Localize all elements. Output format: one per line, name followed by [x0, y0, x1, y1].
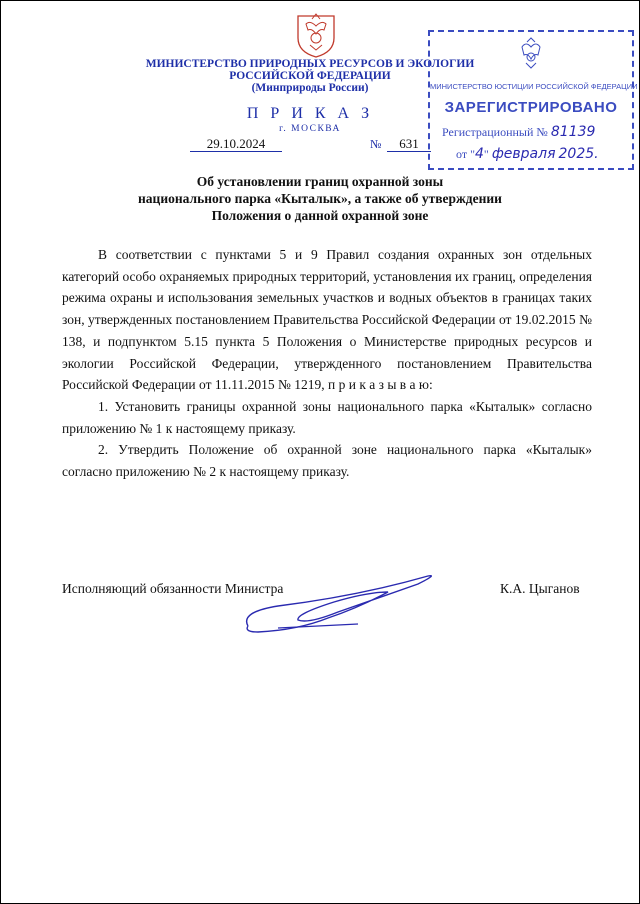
city: г. МОСКВА [279, 124, 341, 134]
ministry-short-name: (Минприроды России) [251, 82, 369, 94]
ministry-name-line1: МИНИСТЕРСТВО ПРИРОДНЫХ РЕСУРСОВ И ЭКОЛОГИИ [145, 58, 475, 70]
document-title [80, 173, 560, 224]
document-body [62, 244, 592, 483]
order-number: 631 [387, 136, 431, 152]
signatory-name: К.А. Цыганов [500, 581, 580, 596]
title-line3: Положения о данной охранной зоне [211, 208, 429, 223]
title-line2: национального парка «Кыталык», а также об утверждении [138, 191, 502, 206]
stamp-from-label: от [456, 147, 468, 161]
signatory-position: Исполняющий обязанности Министра [62, 581, 284, 596]
stamp-reg-line [442, 124, 595, 140]
stamp-month: февраля [491, 146, 556, 162]
handwritten-signature [238, 568, 438, 638]
stamp-ministry: МИНИСТЕРСТВО ЮСТИЦИИ РОССИЙСКОЙ ФЕДЕРАЦИИ [430, 82, 638, 91]
title-line1: Об установлении границ охранной зоны [196, 174, 444, 189]
preamble-paragraph: В соответствии с пунктами 5 и 9 Правил создания охранных зон отдельных категорий особо охраняемых природных территорий, установления их границ, определения режима охраны и использования земельных участков и водных объектов в границах таких зон, утвержденных постановлением Правительства Российской Федерации от 19.02.2015 № 138, и подпунктом 5.15 пункта 5 Положения о Министерстве природных ресурсов и экологии Российской Федерации, утвержденного постановлением Правительства Российской Федерации от 11.11.2015 № 1219, п р и к а з ы в а ю: [62, 247, 592, 393]
stamp-day: 4 [475, 146, 484, 162]
stamp-eagle-icon [516, 37, 546, 71]
document-type: П Р И К А З [246, 105, 374, 122]
registration-stamp [428, 30, 638, 170]
stamp-date-line: от "4" февраля 2025. [456, 146, 599, 162]
order-date: 29.10.2024 [190, 136, 282, 152]
ministry-name-line2: РОССИЙСКОЙ ФЕДЕРАЦИИ [229, 70, 391, 82]
stamp-year: 2025. [558, 146, 599, 162]
stamp-registered: ЗАРЕГИСТРИРОВАНО [444, 99, 618, 116]
order-item-1: 1. Установить границы охранной зоны национального парка «Кыталык» согласно приложению № 1 к настоящему приказу. [62, 398, 592, 436]
stamp-reg-number: 81139 [550, 124, 596, 140]
number-sign: № [370, 137, 382, 151]
order-item-2: 2. Утвердить Положение об охранной зоне национального парка «Кыталык» согласно приложению № 2 к настоящему приказу. [62, 442, 592, 480]
coat-of-arms-icon [294, 10, 338, 58]
stamp-reg-label: Регистрационный № [442, 125, 548, 139]
